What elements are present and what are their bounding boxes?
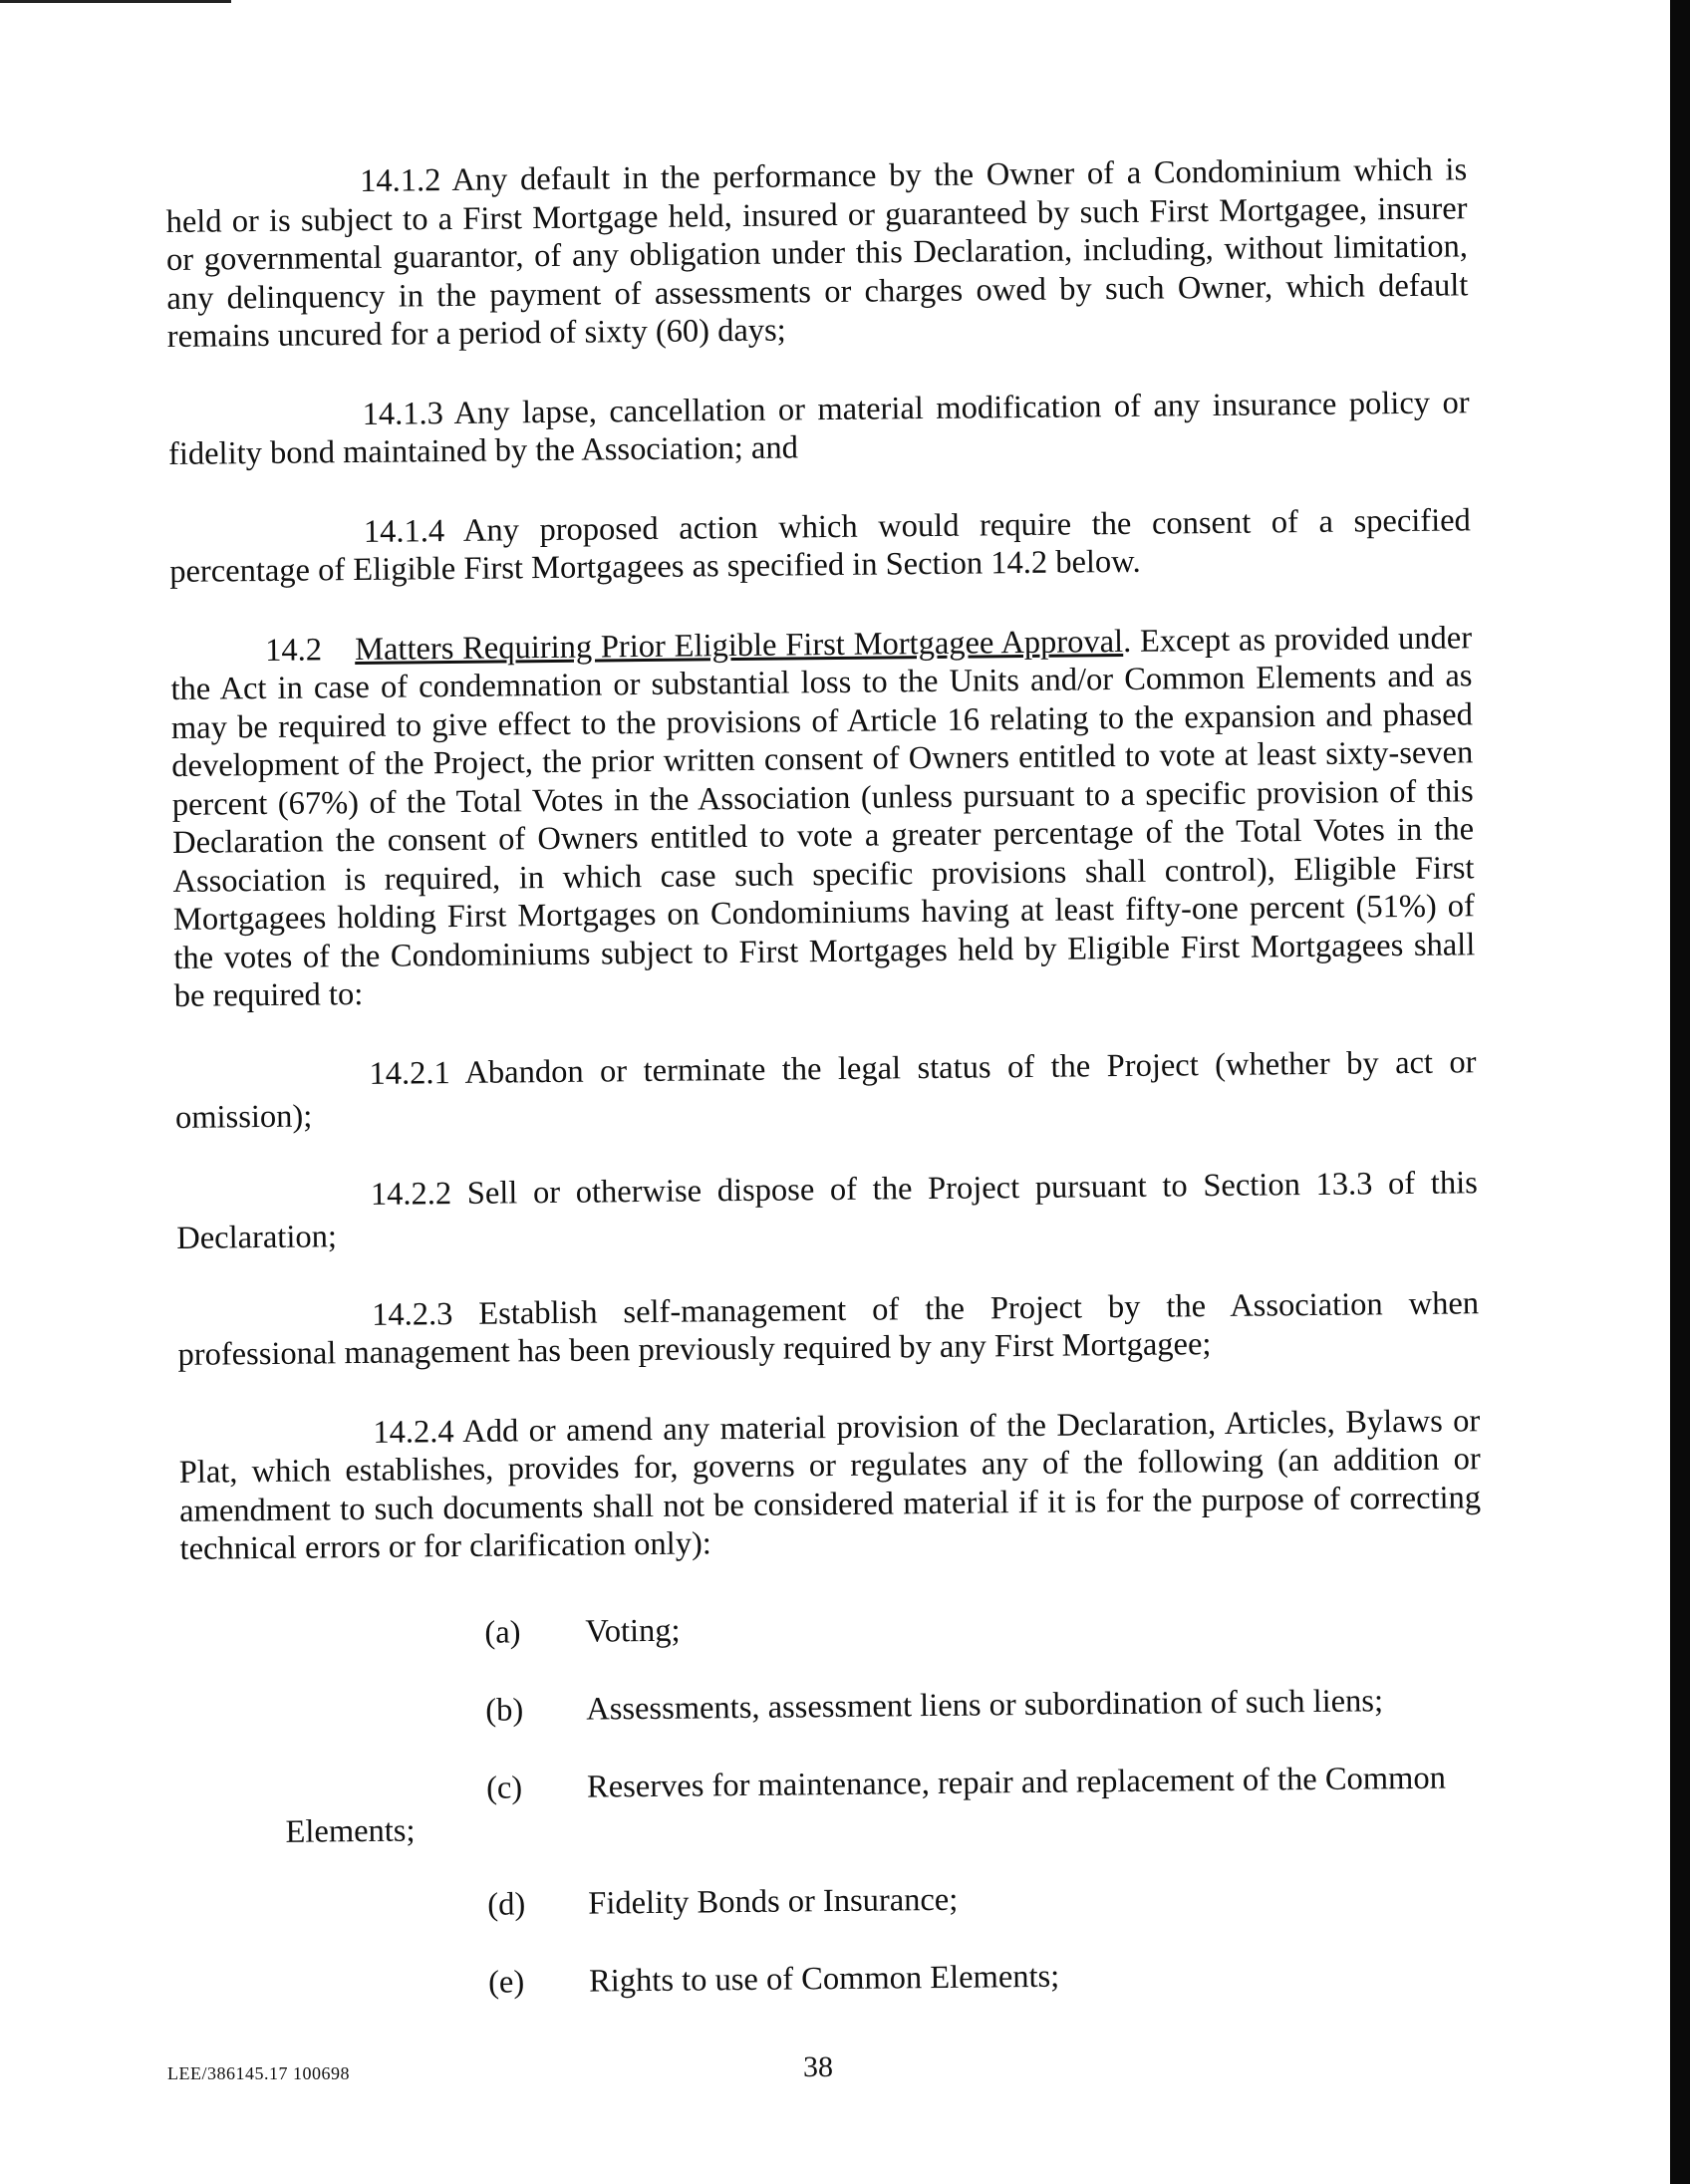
paragraph-14-1-2: 14.1.2 Any default in the performance by the Owner of a Condominium which is held or is subject to a First Mortgage held, insured or guaranteed by such First Mortgagee, insurer or governmental guarantor, of any obligation under this Declaration, including, without limitation, any delinquency in the payment of assessments or charges owed by such Owner, which default remains uncured for a period of sixty (60) days;: [165, 151, 1469, 355]
list-item-b: [181, 1681, 1483, 1733]
section-14-2-heading: Matters Requiring Prior Eligible First Mortgagee Approval: [354, 623, 1124, 668]
paragraph-14-2-4: 14.2.4 Add or amend any material provision of the Declaration, Articles, Bylaws or Plat, which establishes, provides for, governs or regulates any of the following (an addition or amendment to such documents shall not be considered material if it is for the purpose of correcting technical errors or for clarification only):: [178, 1402, 1482, 1567]
list-item-label: (e): [487, 1963, 525, 2001]
paragraph-14-2-2: [176, 1164, 1479, 1257]
paragraph-14-2-2-line2: Declaration;: [176, 1218, 338, 1256]
paragraph-14-2-1-line1: 14.2.1 Abandon or terminate the legal status of the Project (whether by act or: [369, 1043, 1477, 1092]
scan-right-edge: [1670, 0, 1690, 2184]
scan-top-rule: [0, 0, 231, 3]
list-item-text: Assessments, assessment liens or subordination of such liens;: [586, 1682, 1384, 1728]
section-14-2-number: 14.2: [264, 631, 323, 669]
list-item-text: Rights to use of Common Elements;: [588, 1958, 1060, 2000]
paragraph-14-2-1: [174, 1043, 1477, 1137]
list-item-c: [182, 1759, 1485, 1852]
list-item-text: Voting;: [585, 1612, 681, 1650]
paragraph-14-1-3: 14.1.3 Any lapse, cancellation or material modification of any insurance policy or fidelity bond maintained by the Association; and: [167, 384, 1470, 472]
section-14-2-body: Except as provided under the Act in case of condemnation or substantial loss to the Units and/or Common Elements and as may be required to give effect to the provisions of Article 16 relating to the expansion and phased development of the Project, the prior written consent of Owners entitled to vote at least sixty-seven percent (67%) of the Total Votes in the Association (unless pursuant to a specific provision of this Declaration the consent of Owners entitled to vote a greater percentage of the Total Votes in the Association is required, in which case such specific provisions shall control), Eligible First Mortgagees holding First Mortgages on Condominiums having at least fifty-one percent (51%) of the votes of the Condominiums subject to First Mortgages held by Eligible First Mortgagees shall be required to:: [170, 619, 1476, 1014]
list-item-text: Reserves for maintenance, repair and replacement of the Common: [586, 1760, 1447, 1805]
paragraph-14-2-3: 14.2.3 Establish self-management of the Project by the Association when professional management has been previously required by any First Mortgagee;: [177, 1284, 1480, 1373]
page-number: 38: [803, 2050, 833, 2083]
list-item-label: (c): [485, 1769, 523, 1806]
list-item-label: (a): [484, 1613, 521, 1651]
document-page: [165, 150, 1486, 2004]
paragraph-14-2-1-line2: omission);: [174, 1098, 313, 1136]
list-item-e: [184, 1953, 1486, 2005]
paragraph-14-2-2-line1: 14.2.2 Sell or otherwise dispose of the Project pursuant to Section 13.3 of this: [370, 1164, 1478, 1213]
section-14-2: [170, 619, 1476, 1016]
list-item-continuation: Elements;: [285, 1811, 416, 1850]
section-14-2-heading-period: .: [1122, 623, 1132, 660]
list-item-text: Fidelity Bonds or Insurance;: [588, 1881, 959, 1922]
list-item-label: (d): [487, 1885, 526, 1923]
footer-document-id: LEE/386145.17 100698: [167, 2063, 350, 2083]
list-item-d: [183, 1875, 1485, 1927]
list-item-label: (b): [485, 1691, 524, 1729]
paragraph-14-1-4: 14.1.4 Any proposed action which would require the consent of a specified percentage of Eligible First Mortgagees as specified in Section 14.2 below.: [169, 501, 1471, 590]
list-item-a: [180, 1603, 1482, 1655]
